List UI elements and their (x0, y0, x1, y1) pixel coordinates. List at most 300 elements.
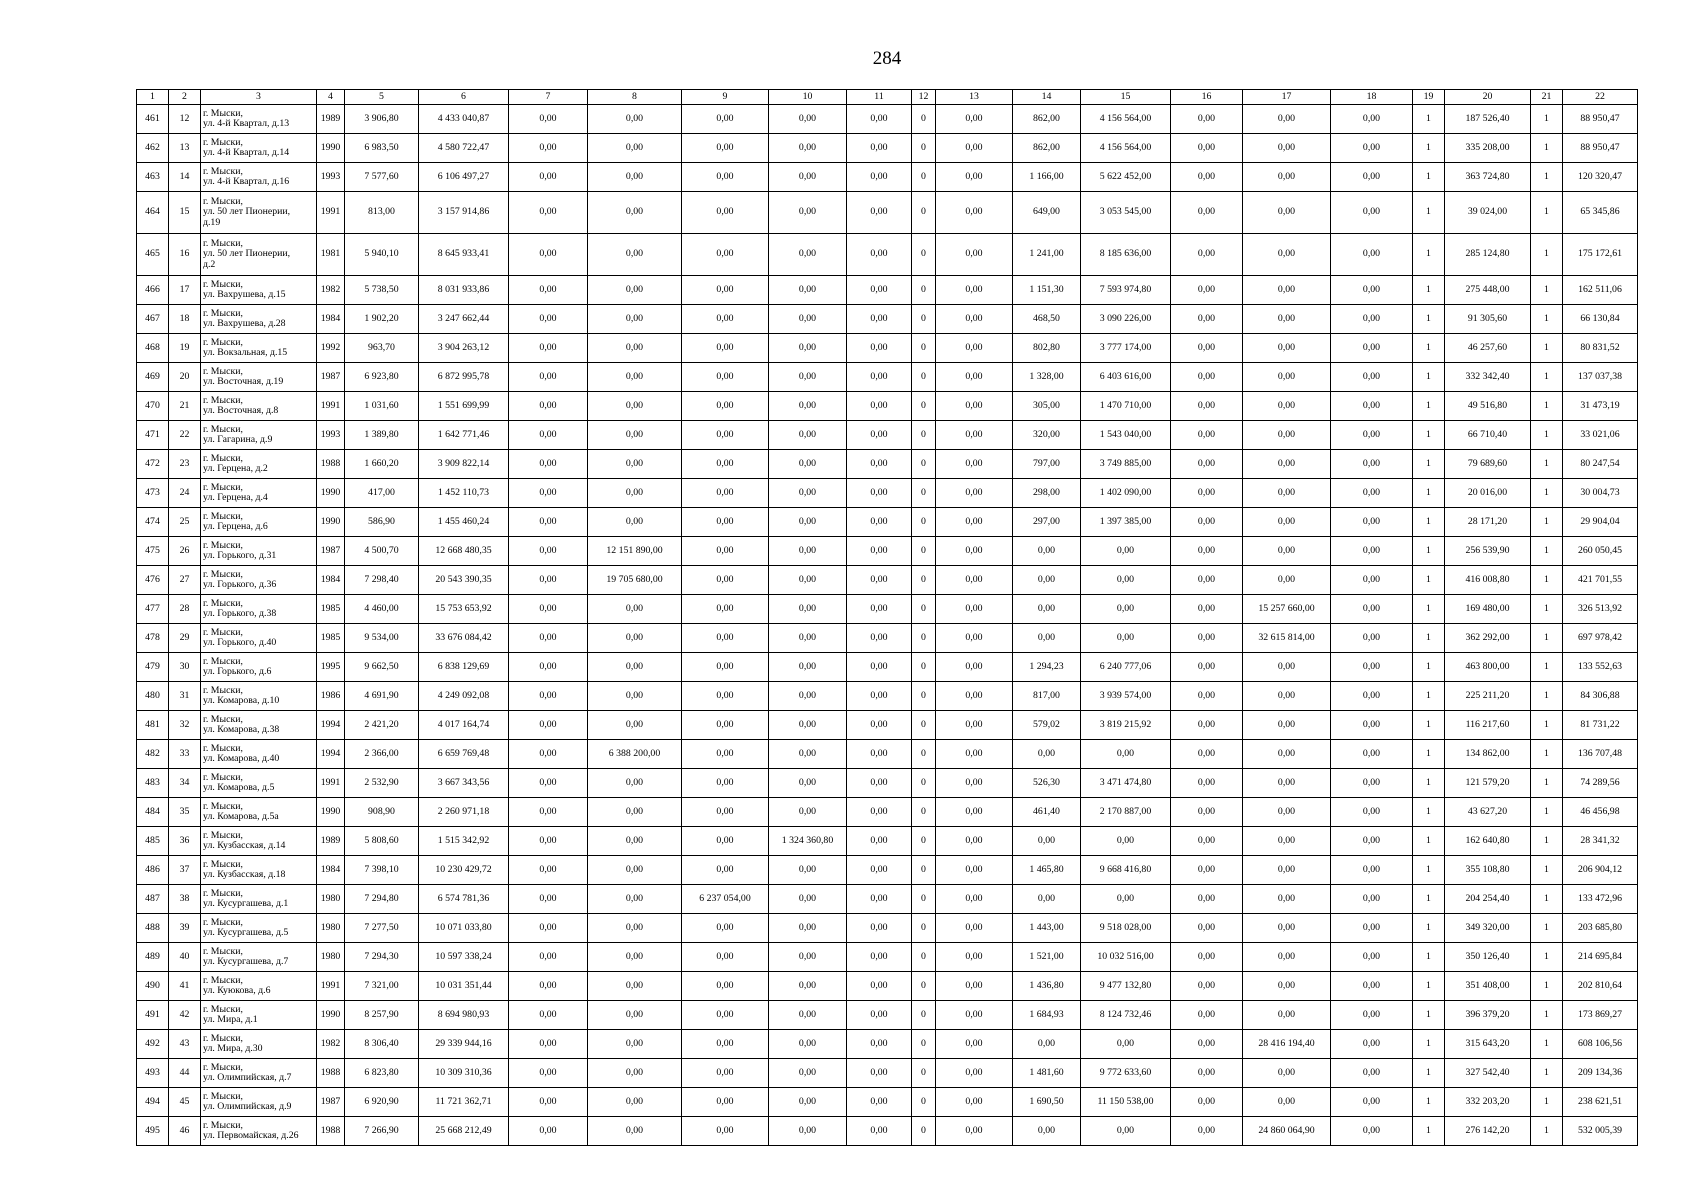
cell-i: 19 (169, 334, 201, 363)
cell-c10: 0,00 (769, 1059, 847, 1088)
cell-c18: 0,00 (1331, 363, 1413, 392)
cell-c5: 6 920,90 (345, 1088, 419, 1117)
cell-n: 494 (137, 1088, 169, 1117)
cell-c6: 6 838 129,69 (419, 653, 509, 682)
cell-c18: 0,00 (1331, 885, 1413, 914)
cell-c15: 9 772 633,60 (1081, 1059, 1171, 1088)
address-cell (201, 566, 317, 595)
address-line: г. Мыски, (203, 481, 243, 493)
cell-c16: 0,00 (1171, 595, 1243, 624)
cell-c10: 0,00 (769, 508, 847, 537)
cell-i: 28 (169, 595, 201, 624)
cell-c14: 305,00 (1013, 392, 1081, 421)
cell-c15: 0,00 (1081, 624, 1171, 653)
cell-c22: 162 511,06 (1563, 276, 1638, 305)
cell-c17: 0,00 (1243, 740, 1331, 769)
cell-c20: 276 142,20 (1445, 1117, 1531, 1146)
cell-c15: 8 124 732,46 (1081, 1001, 1171, 1030)
cell-c8: 0,00 (588, 1117, 682, 1146)
cell-c22: 30 004,73 (1563, 479, 1638, 508)
cell-c8: 0,00 (588, 508, 682, 537)
cell-year: 1990 (317, 508, 345, 537)
cell-c9: 0,00 (682, 276, 769, 305)
cell-c6: 1 551 699,99 (419, 392, 509, 421)
cell-c21: 1 (1531, 105, 1563, 134)
cell-c5: 6 983,50 (345, 134, 419, 163)
address-line: г. Мыски, (203, 742, 243, 754)
cell-c15: 8 185 636,00 (1081, 234, 1171, 276)
cell-c5: 7 398,10 (345, 856, 419, 885)
address-cell (201, 234, 317, 276)
cell-year: 1990 (317, 798, 345, 827)
cell-c19: 1 (1413, 769, 1445, 798)
address-cell (201, 653, 317, 682)
cell-c10: 0,00 (769, 1117, 847, 1146)
cell-i: 31 (169, 682, 201, 711)
cell-c8: 0,00 (588, 479, 682, 508)
cell-c5: 6 823,80 (345, 1059, 419, 1088)
cell-c5: 7 321,00 (345, 972, 419, 1001)
cell-c11: 0,00 (847, 537, 912, 566)
cell-c21: 1 (1531, 276, 1563, 305)
cell-year: 1994 (317, 740, 345, 769)
table-row (137, 363, 1638, 392)
cell-c10: 0,00 (769, 537, 847, 566)
cell-i: 45 (169, 1088, 201, 1117)
table-row (137, 421, 1638, 450)
cell-c10: 0,00 (769, 566, 847, 595)
cell-c12: 0 (912, 134, 936, 163)
cell-c13: 0,00 (936, 740, 1013, 769)
cell-c8: 0,00 (588, 624, 682, 653)
cell-c15: 3 471 474,80 (1081, 769, 1171, 798)
cell-c17: 0,00 (1243, 914, 1331, 943)
cell-c5: 963,70 (345, 334, 419, 363)
cell-c19: 1 (1413, 653, 1445, 682)
cell-i: 21 (169, 392, 201, 421)
cell-c20: 79 689,60 (1445, 450, 1531, 479)
address-cell (201, 827, 317, 856)
cell-c17: 24 860 064,90 (1243, 1117, 1331, 1146)
cell-c11: 0,00 (847, 624, 912, 653)
cell-c14: 526,30 (1013, 769, 1081, 798)
cell-c18: 0,00 (1331, 1117, 1413, 1146)
cell-c13: 0,00 (936, 914, 1013, 943)
cell-c10: 0,00 (769, 192, 847, 234)
cell-c7: 0,00 (509, 1030, 588, 1059)
table-row (137, 740, 1638, 769)
cell-c15: 1 543 040,00 (1081, 421, 1171, 450)
cell-c7: 0,00 (509, 1117, 588, 1146)
cell-n: 492 (137, 1030, 169, 1059)
cell-c14: 461,40 (1013, 798, 1081, 827)
address-line: ул. Первомайская, д.26 (203, 1130, 299, 1141)
cell-year: 1992 (317, 334, 345, 363)
address-cell (201, 856, 317, 885)
cell-c13: 0,00 (936, 163, 1013, 192)
cell-c11: 0,00 (847, 943, 912, 972)
cell-c7: 0,00 (509, 566, 588, 595)
cell-c8: 0,00 (588, 192, 682, 234)
cell-c21: 1 (1531, 450, 1563, 479)
cell-c20: 327 542,40 (1445, 1059, 1531, 1088)
cell-c15: 9 668 416,80 (1081, 856, 1171, 885)
cell-c16: 0,00 (1171, 1030, 1243, 1059)
address-line: ул. Горького, д.36 (203, 579, 277, 590)
cell-c5: 3 906,80 (345, 105, 419, 134)
address-cell (201, 769, 317, 798)
cell-c22: 46 456,98 (1563, 798, 1638, 827)
cell-c16: 0,00 (1171, 450, 1243, 479)
cell-i: 46 (169, 1117, 201, 1146)
column-number-4: 4 (317, 90, 345, 105)
table-row (137, 163, 1638, 192)
cell-c10: 0,00 (769, 711, 847, 740)
address-line: ул. Кусургашева, д.1 (203, 898, 289, 909)
cell-year: 1995 (317, 653, 345, 682)
column-number-10: 10 (769, 90, 847, 105)
column-number-17: 17 (1243, 90, 1331, 105)
cell-c8: 0,00 (588, 972, 682, 1001)
cell-c8: 0,00 (588, 769, 682, 798)
cell-year: 1991 (317, 192, 345, 234)
cell-c6: 10 230 429,72 (419, 856, 509, 885)
cell-n: 490 (137, 972, 169, 1001)
address-line: ул. Горького, д.40 (203, 637, 277, 648)
cell-c18: 0,00 (1331, 334, 1413, 363)
address-line: ул. Кузбасская, д.14 (203, 840, 286, 851)
address-line: ул. Комарова, д.40 (203, 753, 280, 764)
cell-c18: 0,00 (1331, 711, 1413, 740)
cell-c14: 0,00 (1013, 1030, 1081, 1059)
address-line: г. Мыски, (203, 1061, 243, 1073)
cell-c10: 0,00 (769, 334, 847, 363)
cell-c8: 12 151 890,00 (588, 537, 682, 566)
cell-c18: 0,00 (1331, 1088, 1413, 1117)
cell-c12: 0 (912, 1117, 936, 1146)
cell-c11: 0,00 (847, 972, 912, 1001)
cell-c22: 88 950,47 (1563, 105, 1638, 134)
column-number-8: 8 (588, 90, 682, 105)
cell-c6: 4 433 040,87 (419, 105, 509, 134)
cell-c15: 4 156 564,00 (1081, 134, 1171, 163)
cell-c9: 0,00 (682, 972, 769, 1001)
cell-c17: 0,00 (1243, 276, 1331, 305)
cell-c15: 9 477 132,80 (1081, 972, 1171, 1001)
cell-c17: 0,00 (1243, 450, 1331, 479)
cell-c9: 0,00 (682, 711, 769, 740)
address-line: ул. Герцена, д.2 (203, 463, 268, 474)
cell-c21: 1 (1531, 537, 1563, 566)
cell-c10: 0,00 (769, 653, 847, 682)
cell-c7: 0,00 (509, 711, 588, 740)
cell-c20: 256 539,90 (1445, 537, 1531, 566)
cell-c9: 0,00 (682, 234, 769, 276)
cell-c17: 0,00 (1243, 305, 1331, 334)
cell-c8: 0,00 (588, 363, 682, 392)
cell-c7: 0,00 (509, 682, 588, 711)
cell-c19: 1 (1413, 450, 1445, 479)
cell-c11: 0,00 (847, 653, 912, 682)
cell-c14: 1 690,50 (1013, 1088, 1081, 1117)
cell-c14: 0,00 (1013, 827, 1081, 856)
cell-c13: 0,00 (936, 943, 1013, 972)
address-line: г. Мыски, (203, 713, 243, 725)
cell-i: 36 (169, 827, 201, 856)
cell-c16: 0,00 (1171, 566, 1243, 595)
cell-c19: 1 (1413, 234, 1445, 276)
cell-c12: 0 (912, 827, 936, 856)
cell-c13: 0,00 (936, 334, 1013, 363)
cell-c11: 0,00 (847, 595, 912, 624)
cell-c11: 0,00 (847, 163, 912, 192)
cell-c5: 2 532,90 (345, 769, 419, 798)
cell-c7: 0,00 (509, 305, 588, 334)
address-cell (201, 363, 317, 392)
table-row (137, 450, 1638, 479)
cell-c13: 0,00 (936, 105, 1013, 134)
cell-c16: 0,00 (1171, 334, 1243, 363)
address-cell (201, 334, 317, 363)
cell-c9: 0,00 (682, 1030, 769, 1059)
cell-i: 42 (169, 1001, 201, 1030)
cell-c11: 0,00 (847, 769, 912, 798)
cell-c15: 10 032 516,00 (1081, 943, 1171, 972)
cell-c17: 0,00 (1243, 1088, 1331, 1117)
cell-n: 495 (137, 1117, 169, 1146)
address-line: ул. Мира, д.1 (203, 1014, 258, 1025)
cell-c5: 5 808,60 (345, 827, 419, 856)
address-line: г. Мыски, (203, 336, 243, 348)
cell-c16: 0,00 (1171, 624, 1243, 653)
cell-c9: 0,00 (682, 305, 769, 334)
cell-c9: 6 237 054,00 (682, 885, 769, 914)
cell-n: 484 (137, 798, 169, 827)
cell-c22: 65 345,86 (1563, 192, 1638, 234)
cell-i: 32 (169, 711, 201, 740)
cell-c14: 862,00 (1013, 134, 1081, 163)
cell-c14: 0,00 (1013, 740, 1081, 769)
cell-c11: 0,00 (847, 856, 912, 885)
cell-c20: 363 724,80 (1445, 163, 1531, 192)
cell-c20: 187 526,40 (1445, 105, 1531, 134)
cell-i: 33 (169, 740, 201, 769)
cell-c7: 0,00 (509, 885, 588, 914)
cell-year: 1990 (317, 479, 345, 508)
cell-i: 44 (169, 1059, 201, 1088)
cell-c7: 0,00 (509, 163, 588, 192)
cell-c12: 0 (912, 334, 936, 363)
address-line: ул. Комарова, д.5а (203, 811, 279, 822)
cell-c14: 1 294,23 (1013, 653, 1081, 682)
cell-c20: 332 203,20 (1445, 1088, 1531, 1117)
cell-year: 1985 (317, 624, 345, 653)
cell-c15: 0,00 (1081, 1030, 1171, 1059)
cell-c17: 0,00 (1243, 769, 1331, 798)
cell-c15: 0,00 (1081, 827, 1171, 856)
cell-c19: 1 (1413, 740, 1445, 769)
cell-n: 491 (137, 1001, 169, 1030)
cell-c19: 1 (1413, 1059, 1445, 1088)
cell-c13: 0,00 (936, 1117, 1013, 1146)
address-line: г. Мыски, (203, 394, 243, 406)
cell-c9: 0,00 (682, 508, 769, 537)
cell-c22: 80 831,52 (1563, 334, 1638, 363)
cell-c16: 0,00 (1171, 163, 1243, 192)
cell-c14: 468,50 (1013, 305, 1081, 334)
cell-c10: 0,00 (769, 914, 847, 943)
cell-c8: 19 705 680,00 (588, 566, 682, 595)
cell-c14: 862,00 (1013, 105, 1081, 134)
cell-c17: 15 257 660,00 (1243, 595, 1331, 624)
address-line: ул. Олимпийская, д.9 (203, 1101, 292, 1112)
cell-c20: 285 124,80 (1445, 234, 1531, 276)
cell-c18: 0,00 (1331, 450, 1413, 479)
cell-c5: 7 294,30 (345, 943, 419, 972)
address-line: г. Мыски, (203, 238, 243, 250)
cell-n: 469 (137, 363, 169, 392)
address-cell (201, 1059, 317, 1088)
cell-c6: 12 668 480,35 (419, 537, 509, 566)
address-cell (201, 1088, 317, 1117)
cell-c8: 0,00 (588, 305, 682, 334)
cell-c5: 9 534,00 (345, 624, 419, 653)
cell-c22: 80 247,54 (1563, 450, 1638, 479)
cell-year: 1988 (317, 1117, 345, 1146)
cell-c14: 1 166,00 (1013, 163, 1081, 192)
cell-c5: 4 691,90 (345, 682, 419, 711)
cell-c10: 0,00 (769, 479, 847, 508)
cell-c8: 0,00 (588, 711, 682, 740)
cell-c18: 0,00 (1331, 827, 1413, 856)
cell-n: 463 (137, 163, 169, 192)
cell-year: 1987 (317, 1088, 345, 1117)
cell-c8: 0,00 (588, 134, 682, 163)
cell-c20: 28 171,20 (1445, 508, 1531, 537)
address-cell (201, 972, 317, 1001)
cell-c17: 0,00 (1243, 163, 1331, 192)
cell-c9: 0,00 (682, 1059, 769, 1088)
cell-c13: 0,00 (936, 1030, 1013, 1059)
cell-c11: 0,00 (847, 363, 912, 392)
cell-c13: 0,00 (936, 450, 1013, 479)
cell-year: 1990 (317, 134, 345, 163)
cell-c17: 0,00 (1243, 827, 1331, 856)
cell-c6: 10 031 351,44 (419, 972, 509, 1001)
cell-c14: 0,00 (1013, 537, 1081, 566)
cell-c15: 3 090 226,00 (1081, 305, 1171, 334)
cell-c12: 0 (912, 885, 936, 914)
address-line: г. Мыски, (203, 597, 243, 609)
cell-n: 477 (137, 595, 169, 624)
cell-c11: 0,00 (847, 740, 912, 769)
cell-n: 488 (137, 914, 169, 943)
cell-c10: 0,00 (769, 105, 847, 134)
cell-c18: 0,00 (1331, 537, 1413, 566)
cell-i: 30 (169, 653, 201, 682)
cell-c11: 0,00 (847, 305, 912, 334)
cell-c7: 0,00 (509, 508, 588, 537)
cell-c7: 0,00 (509, 1088, 588, 1117)
cell-c8: 0,00 (588, 1030, 682, 1059)
cell-c11: 0,00 (847, 885, 912, 914)
cell-c21: 1 (1531, 363, 1563, 392)
table-row (137, 798, 1638, 827)
cell-c7: 0,00 (509, 798, 588, 827)
address-line: ул. 4-й Квартал, д.13 (203, 118, 290, 129)
cell-c6: 6 659 769,48 (419, 740, 509, 769)
address-cell (201, 163, 317, 192)
cell-n: 467 (137, 305, 169, 334)
cell-c18: 0,00 (1331, 134, 1413, 163)
cell-year: 1989 (317, 827, 345, 856)
cell-c7: 0,00 (509, 595, 588, 624)
cell-c22: 120 320,47 (1563, 163, 1638, 192)
cell-c12: 0 (912, 595, 936, 624)
cell-c12: 0 (912, 1088, 936, 1117)
cell-c13: 0,00 (936, 421, 1013, 450)
cell-c8: 0,00 (588, 234, 682, 276)
cell-c17: 0,00 (1243, 334, 1331, 363)
cell-c13: 0,00 (936, 624, 1013, 653)
cell-c13: 0,00 (936, 566, 1013, 595)
cell-c19: 1 (1413, 566, 1445, 595)
cell-c19: 1 (1413, 624, 1445, 653)
cell-c21: 1 (1531, 305, 1563, 334)
cell-c21: 1 (1531, 1059, 1563, 1088)
cell-c5: 7 266,90 (345, 1117, 419, 1146)
cell-c8: 0,00 (588, 392, 682, 421)
address-line: г. Мыски, (203, 278, 243, 290)
cell-c17: 0,00 (1243, 798, 1331, 827)
cell-c12: 0 (912, 105, 936, 134)
address-cell (201, 421, 317, 450)
cell-c11: 0,00 (847, 134, 912, 163)
table-row (137, 192, 1638, 234)
cell-c17: 0,00 (1243, 653, 1331, 682)
cell-c18: 0,00 (1331, 392, 1413, 421)
table-row (137, 827, 1638, 856)
cell-c11: 0,00 (847, 276, 912, 305)
column-number-20: 20 (1445, 90, 1531, 105)
cell-c9: 0,00 (682, 740, 769, 769)
cell-c15: 3 777 174,00 (1081, 334, 1171, 363)
address-line: г. Мыски, (203, 771, 243, 783)
cell-c7: 0,00 (509, 943, 588, 972)
cell-c12: 0 (912, 943, 936, 972)
cell-i: 34 (169, 769, 201, 798)
cell-c22: 206 904,12 (1563, 856, 1638, 885)
cell-c10: 0,00 (769, 595, 847, 624)
cell-year: 1980 (317, 885, 345, 914)
cell-c11: 0,00 (847, 914, 912, 943)
cell-c9: 0,00 (682, 479, 769, 508)
cell-c13: 0,00 (936, 653, 1013, 682)
cell-n: 470 (137, 392, 169, 421)
table-row (137, 537, 1638, 566)
address-line: г. Мыски, (203, 974, 243, 986)
cell-c18: 0,00 (1331, 234, 1413, 276)
cell-c14: 797,00 (1013, 450, 1081, 479)
cell-c19: 1 (1413, 276, 1445, 305)
cell-c22: 28 341,32 (1563, 827, 1638, 856)
cell-c5: 1 902,20 (345, 305, 419, 334)
cell-c6: 8 031 933,86 (419, 276, 509, 305)
cell-c6: 6 872 995,78 (419, 363, 509, 392)
address-line: ул. Кусургашева, д.5 (203, 927, 289, 938)
cell-c22: 84 306,88 (1563, 682, 1638, 711)
table-row (137, 566, 1638, 595)
